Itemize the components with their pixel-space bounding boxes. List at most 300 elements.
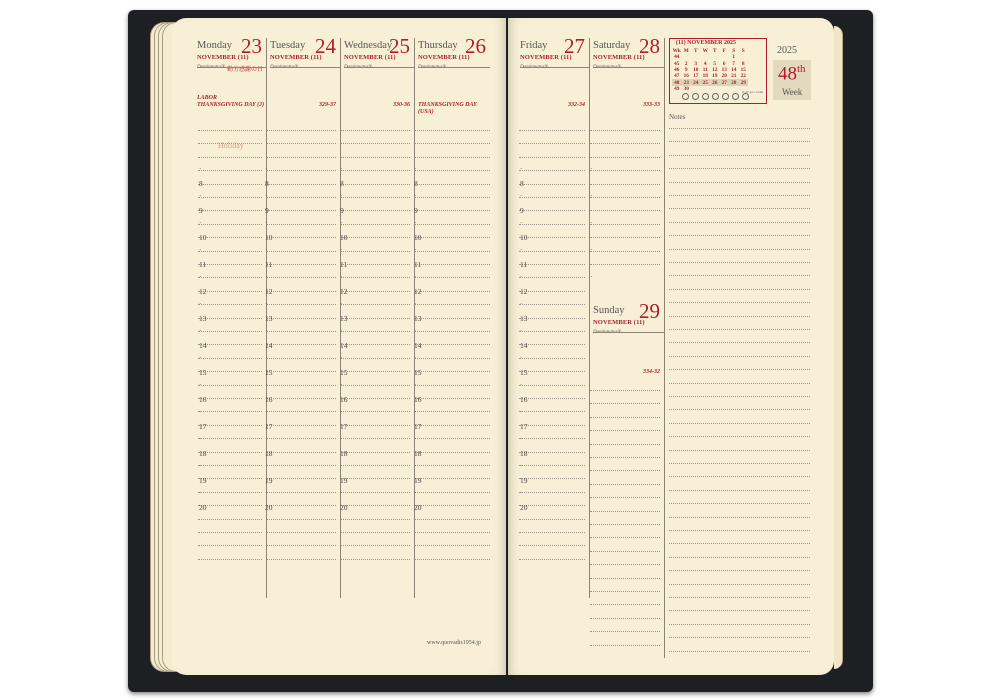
day-month: NOVEMBER (11) <box>344 54 396 61</box>
notes-line <box>669 463 810 464</box>
grid-line <box>590 157 660 158</box>
hour-label: 19 <box>265 476 273 485</box>
grid-line <box>267 465 336 466</box>
grid-line <box>198 224 262 225</box>
grid-line <box>519 465 585 466</box>
mini-calendar-cell <box>720 86 730 92</box>
hour-label: 15 <box>265 368 273 377</box>
half-hour-dot: · <box>199 219 202 227</box>
hour-label: 8 <box>265 179 269 188</box>
hour-label: 14 <box>340 341 348 350</box>
hour-label: 15 <box>414 368 422 377</box>
grid-line <box>415 291 490 292</box>
grid-line <box>590 184 660 185</box>
notes-line <box>669 141 810 142</box>
grid-line <box>590 264 660 265</box>
grid-line <box>519 559 585 560</box>
mini-calendar-cell: 48 <box>674 79 680 86</box>
grid-line <box>267 532 336 533</box>
grid-line <box>198 532 262 533</box>
moon-icon <box>712 93 719 100</box>
notes-line <box>669 517 810 518</box>
grid-line <box>267 210 336 211</box>
grid-line <box>341 304 410 305</box>
grid-line <box>519 264 585 265</box>
notes-line <box>669 557 810 558</box>
half-hour-dot: · <box>520 273 523 281</box>
grid-line <box>590 430 660 431</box>
grid-line <box>519 237 585 238</box>
hour-label: 13 <box>199 314 207 323</box>
day-name: Thursday <box>418 40 458 51</box>
mini-calendar-header: S <box>732 48 736 55</box>
mini-calendar-cell: 14 <box>731 67 737 74</box>
hour-label: 16 <box>265 395 273 404</box>
header-rule <box>270 67 340 68</box>
half-hour-dot: · <box>590 165 593 173</box>
half-hour-dot: · <box>414 300 417 308</box>
notes-line <box>669 543 810 544</box>
mini-calendar-cell: 19 <box>712 73 718 80</box>
grid-line <box>415 519 490 520</box>
hour-label: 16 <box>199 395 207 404</box>
half-hour-dot: · <box>340 219 343 227</box>
half-hour-dot: · <box>340 489 343 497</box>
hour-label: 14 <box>520 341 528 350</box>
half-hour-dot: · <box>199 354 202 362</box>
grid-line <box>341 438 410 439</box>
moon-icon <box>742 93 749 100</box>
grid-line <box>590 417 660 418</box>
half-hour-dot: · <box>265 408 268 416</box>
half-hour-dot: · <box>265 489 268 497</box>
grid-line <box>198 210 262 211</box>
half-hour-dot: · <box>199 462 202 470</box>
grid-line <box>519 143 585 144</box>
hour-label: 11 <box>414 260 422 269</box>
grid-line <box>415 251 490 252</box>
moon-icon <box>722 93 729 100</box>
day-number: 26 <box>465 34 486 58</box>
half-hour-dot: · <box>340 165 343 173</box>
header-rule <box>344 67 414 68</box>
grid-line <box>198 344 262 345</box>
notes-line <box>669 289 810 290</box>
half-hour-dot: · <box>590 192 593 200</box>
half-hour-dot: · <box>340 246 343 254</box>
hour-label: 20 <box>199 503 207 512</box>
half-hour-dot: · <box>520 246 523 254</box>
mini-calendar-cell: 46 <box>674 67 680 74</box>
notes-line <box>669 262 810 263</box>
half-hour-dot: · <box>414 273 417 281</box>
grid-line <box>341 519 410 520</box>
half-hour-dot: · <box>340 273 343 281</box>
grid-line <box>267 237 336 238</box>
grid-line <box>415 505 490 506</box>
year-label: 2025 <box>777 45 797 56</box>
half-hour-dot: · <box>199 327 202 335</box>
grid-line <box>590 237 660 238</box>
day-saturday <box>593 18 664 118</box>
day-count: 330-36 <box>393 102 410 108</box>
mini-calendar-cell: 49 <box>674 85 680 92</box>
hour-label: 8 <box>199 179 203 188</box>
notes-line <box>669 222 810 223</box>
half-hour-dot: · <box>520 489 523 497</box>
grid-line <box>341 224 410 225</box>
grid-line <box>267 264 336 265</box>
hour-label: 8 <box>340 179 344 188</box>
grid-line <box>198 237 262 238</box>
grid-line <box>590 497 660 498</box>
header-rule <box>197 67 266 68</box>
mini-calendar-header: S <box>741 48 745 55</box>
grid-line <box>519 371 585 372</box>
half-hour-dot: · <box>265 354 268 362</box>
grid-line <box>415 170 490 171</box>
grid-line <box>590 524 660 525</box>
hour-label: 17 <box>199 422 207 431</box>
day-saint: Dominnatus® <box>418 65 447 70</box>
grid-line <box>267 197 336 198</box>
grid-line <box>341 210 410 211</box>
grid-line <box>590 578 660 579</box>
hour-label: 8 <box>520 179 524 188</box>
hour-label: 15 <box>340 368 348 377</box>
notes-line <box>669 476 810 477</box>
grid-line <box>590 457 660 458</box>
mini-calendar-cell <box>701 86 711 92</box>
grid-line <box>519 318 585 319</box>
hour-label: 14 <box>414 341 422 350</box>
mini-calendar-cell: 29 <box>740 79 746 86</box>
hour-label: 12 <box>265 287 273 296</box>
grid-line <box>519 157 585 158</box>
moon-icon <box>732 93 739 100</box>
half-hour-dot: · <box>265 273 268 281</box>
grid-line <box>198 130 262 131</box>
grid-line <box>267 478 336 479</box>
hour-label: 20 <box>414 503 422 512</box>
notes-line <box>669 342 810 343</box>
grid-line <box>198 371 262 372</box>
half-hour-dot: · <box>199 435 202 443</box>
mini-calendar-title: (11) NOVEMBER 2025 <box>676 40 736 46</box>
grid-line <box>267 184 336 185</box>
grid-line <box>415 545 490 546</box>
moon-icon <box>682 93 689 100</box>
mini-calendar-cell: 15 <box>740 67 746 74</box>
grid-line <box>590 170 660 171</box>
hour-label: 20 <box>265 503 273 512</box>
japanese-holiday: 勤労感謝の日 <box>227 66 264 73</box>
grid-line <box>590 143 660 144</box>
half-hour-dot: · <box>199 246 202 254</box>
mini-calendar-cell: 7 <box>732 60 736 67</box>
notes-line <box>669 597 810 598</box>
half-hour-dot: · <box>199 300 202 308</box>
mini-calendar-cell: 5 <box>713 60 717 67</box>
grid-line <box>267 291 336 292</box>
mini-calendar-header: F <box>722 48 726 55</box>
column-divider <box>664 38 665 658</box>
mini-calendar-cell: 8 <box>741 60 745 67</box>
header-rule <box>593 332 664 333</box>
hour-label: 15 <box>520 368 528 377</box>
grid-line <box>341 251 410 252</box>
day-month: NOVEMBER (11) <box>270 54 322 61</box>
hour-label: 15 <box>199 368 207 377</box>
grid-line <box>415 532 490 533</box>
grid-line <box>267 559 336 560</box>
day-sunday <box>593 283 664 383</box>
holiday-label: THANKSGIVING DAY (J) <box>197 102 265 108</box>
grid-line <box>341 532 410 533</box>
grid-line <box>341 291 410 292</box>
day-number: 23 <box>241 34 262 58</box>
hour-label: 8 <box>414 179 418 188</box>
header-rule <box>418 67 490 68</box>
hour-label: 20 <box>520 503 528 512</box>
hour-label: 17 <box>265 422 273 431</box>
hour-label: 9 <box>340 206 344 215</box>
grid-line <box>415 237 490 238</box>
grid-line <box>519 358 585 359</box>
grid-line <box>519 277 585 278</box>
grid-line <box>415 385 490 386</box>
holiday-note: Holiday <box>218 141 244 150</box>
grid-line <box>341 465 410 466</box>
mini-calendar-cell: 18 <box>702 73 708 80</box>
mini-calendar-cell: 16 <box>683 73 689 80</box>
day-number: 27 <box>564 34 585 58</box>
hour-label: 11 <box>520 260 528 269</box>
page-edges-right <box>834 26 843 669</box>
half-hour-dot: · <box>340 354 343 362</box>
grid-line <box>415 184 490 185</box>
grid-line <box>590 130 660 131</box>
grid-line <box>341 425 410 426</box>
grid-line <box>341 130 410 131</box>
grid-line <box>198 438 262 439</box>
grid-line <box>267 519 336 520</box>
grid-line <box>519 130 585 131</box>
hour-label: 11 <box>265 260 273 269</box>
hour-label: 10 <box>199 233 207 242</box>
mini-calendar-cell: 26 <box>712 79 718 86</box>
grid-line <box>198 478 262 479</box>
grid-line <box>341 545 410 546</box>
grid-line <box>519 545 585 546</box>
grid-line <box>267 452 336 453</box>
half-hour-dot: · <box>520 300 523 308</box>
half-hour-dot: · <box>265 381 268 389</box>
notes-line <box>669 302 810 303</box>
grid-line <box>267 331 336 332</box>
grid-line <box>198 197 262 198</box>
grid-line <box>415 344 490 345</box>
day-name: Tuesday <box>270 40 306 51</box>
column-divider <box>589 38 593 598</box>
grid-line <box>519 170 585 171</box>
day-count: 332-34 <box>568 102 585 108</box>
hour-label: 9 <box>199 206 203 215</box>
grid-line <box>267 398 336 399</box>
day-saint: Dominnatus® <box>593 330 622 335</box>
website-url: www.quovadis1954.jp <box>427 640 481 646</box>
hour-label: 19 <box>520 476 528 485</box>
hour-label: 9 <box>265 206 269 215</box>
half-hour-dot: · <box>590 219 593 227</box>
hour-label: 16 <box>414 395 422 404</box>
grid-line <box>267 277 336 278</box>
grid-line <box>519 425 585 426</box>
mini-calendar-cell <box>691 86 701 92</box>
mini-calendar-cell: 3 <box>694 60 698 67</box>
mini-calendar-cell: 44 <box>674 54 680 61</box>
notes-line <box>669 369 810 370</box>
grid-line <box>415 157 490 158</box>
day-count: 329-37 <box>319 102 336 108</box>
grid-line <box>415 143 490 144</box>
grid-line <box>590 210 660 211</box>
grid-line <box>198 452 262 453</box>
mini-calendar-grid <box>672 48 748 92</box>
grid-line <box>519 224 585 225</box>
grid-line <box>519 304 585 305</box>
grid-line <box>415 398 490 399</box>
hour-label: 18 <box>265 449 273 458</box>
hour-label: 19 <box>340 476 348 485</box>
grid-line <box>590 470 660 471</box>
grid-line <box>415 559 490 560</box>
notes-line <box>669 316 810 317</box>
grid-line <box>198 358 262 359</box>
notes-line <box>669 182 810 183</box>
grid-line <box>198 519 262 520</box>
hour-label: 16 <box>340 395 348 404</box>
hour-label: 18 <box>520 449 528 458</box>
notes-line <box>669 128 810 129</box>
grid-line <box>590 537 660 538</box>
notes-line <box>669 235 810 236</box>
half-hour-dot: · <box>414 354 417 362</box>
day-month: NOVEMBER (11) <box>520 54 572 61</box>
hour-label: 9 <box>414 206 418 215</box>
day-saint: Dominnatus® <box>197 65 226 70</box>
day-count: 333-33 <box>643 102 660 108</box>
grid-line <box>519 532 585 533</box>
grid-line <box>198 318 262 319</box>
day-wednesday <box>344 18 414 118</box>
moon-phase-icons <box>682 93 752 102</box>
notes-line <box>669 637 810 638</box>
grid-line <box>198 291 262 292</box>
grid-line <box>267 371 336 372</box>
notes-line <box>669 208 810 209</box>
mini-calendar-cell: 6 <box>722 60 726 67</box>
grid-line <box>415 318 490 319</box>
hour-label: 17 <box>340 422 348 431</box>
half-hour-dot: · <box>199 381 202 389</box>
day-month: NOVEMBER (11) <box>197 54 249 61</box>
grid-line <box>267 170 336 171</box>
grid-line <box>590 224 660 225</box>
mini-calendar-cell: 22 <box>740 73 746 80</box>
grid-line <box>341 411 410 412</box>
notes-line <box>669 168 810 169</box>
grid-line <box>267 492 336 493</box>
grid-line <box>198 492 262 493</box>
grid-line <box>267 358 336 359</box>
notes-line <box>669 651 810 652</box>
half-hour-dot: · <box>199 408 202 416</box>
mini-calendar-cell: 20 <box>721 73 727 80</box>
grid-line <box>590 484 660 485</box>
grid-line <box>519 438 585 439</box>
grid-line <box>519 505 585 506</box>
grid-line <box>519 184 585 185</box>
grid-line <box>198 251 262 252</box>
notes-line <box>669 490 810 491</box>
grid-line <box>415 358 490 359</box>
half-hour-dot: · <box>340 462 343 470</box>
hour-label: 11 <box>340 260 348 269</box>
hour-label: 18 <box>340 449 348 458</box>
mini-calendar-cell: 30 <box>683 85 689 92</box>
hour-label: 10 <box>265 233 273 242</box>
grid-line <box>198 157 262 158</box>
grid-line <box>341 143 410 144</box>
notes-line <box>669 195 810 196</box>
grid-line <box>198 143 262 144</box>
grid-line <box>341 264 410 265</box>
grid-line <box>415 130 490 131</box>
grid-line <box>267 318 336 319</box>
mini-calendar-cell: 23 <box>683 79 689 86</box>
hour-label: 12 <box>199 287 207 296</box>
half-hour-dot: · <box>414 408 417 416</box>
mini-calendar-cell: 28 <box>731 79 737 86</box>
grid-line <box>519 492 585 493</box>
half-hour-dot: · <box>590 273 593 281</box>
grid-line <box>267 385 336 386</box>
notes-line <box>669 530 810 531</box>
notes-line <box>669 396 810 397</box>
notes-line <box>669 329 810 330</box>
grid-line <box>198 559 262 560</box>
day-number: 28 <box>639 34 660 58</box>
grid-line <box>198 277 262 278</box>
day-number: 24 <box>315 34 336 58</box>
half-hour-dot: · <box>265 219 268 227</box>
hour-label: 19 <box>414 476 422 485</box>
grid-line <box>519 344 585 345</box>
half-hour-dot: · <box>520 462 523 470</box>
notes-line <box>669 503 810 504</box>
half-hour-dot: · <box>520 327 523 335</box>
half-hour-dot: · <box>414 165 417 173</box>
grid-line <box>341 478 410 479</box>
week-label: Week <box>782 87 803 97</box>
grid-line <box>341 452 410 453</box>
hour-label: 19 <box>199 476 207 485</box>
notes-line <box>669 356 810 357</box>
hour-label: 12 <box>340 287 348 296</box>
grid-line <box>519 197 585 198</box>
half-hour-dot: · <box>199 165 202 173</box>
